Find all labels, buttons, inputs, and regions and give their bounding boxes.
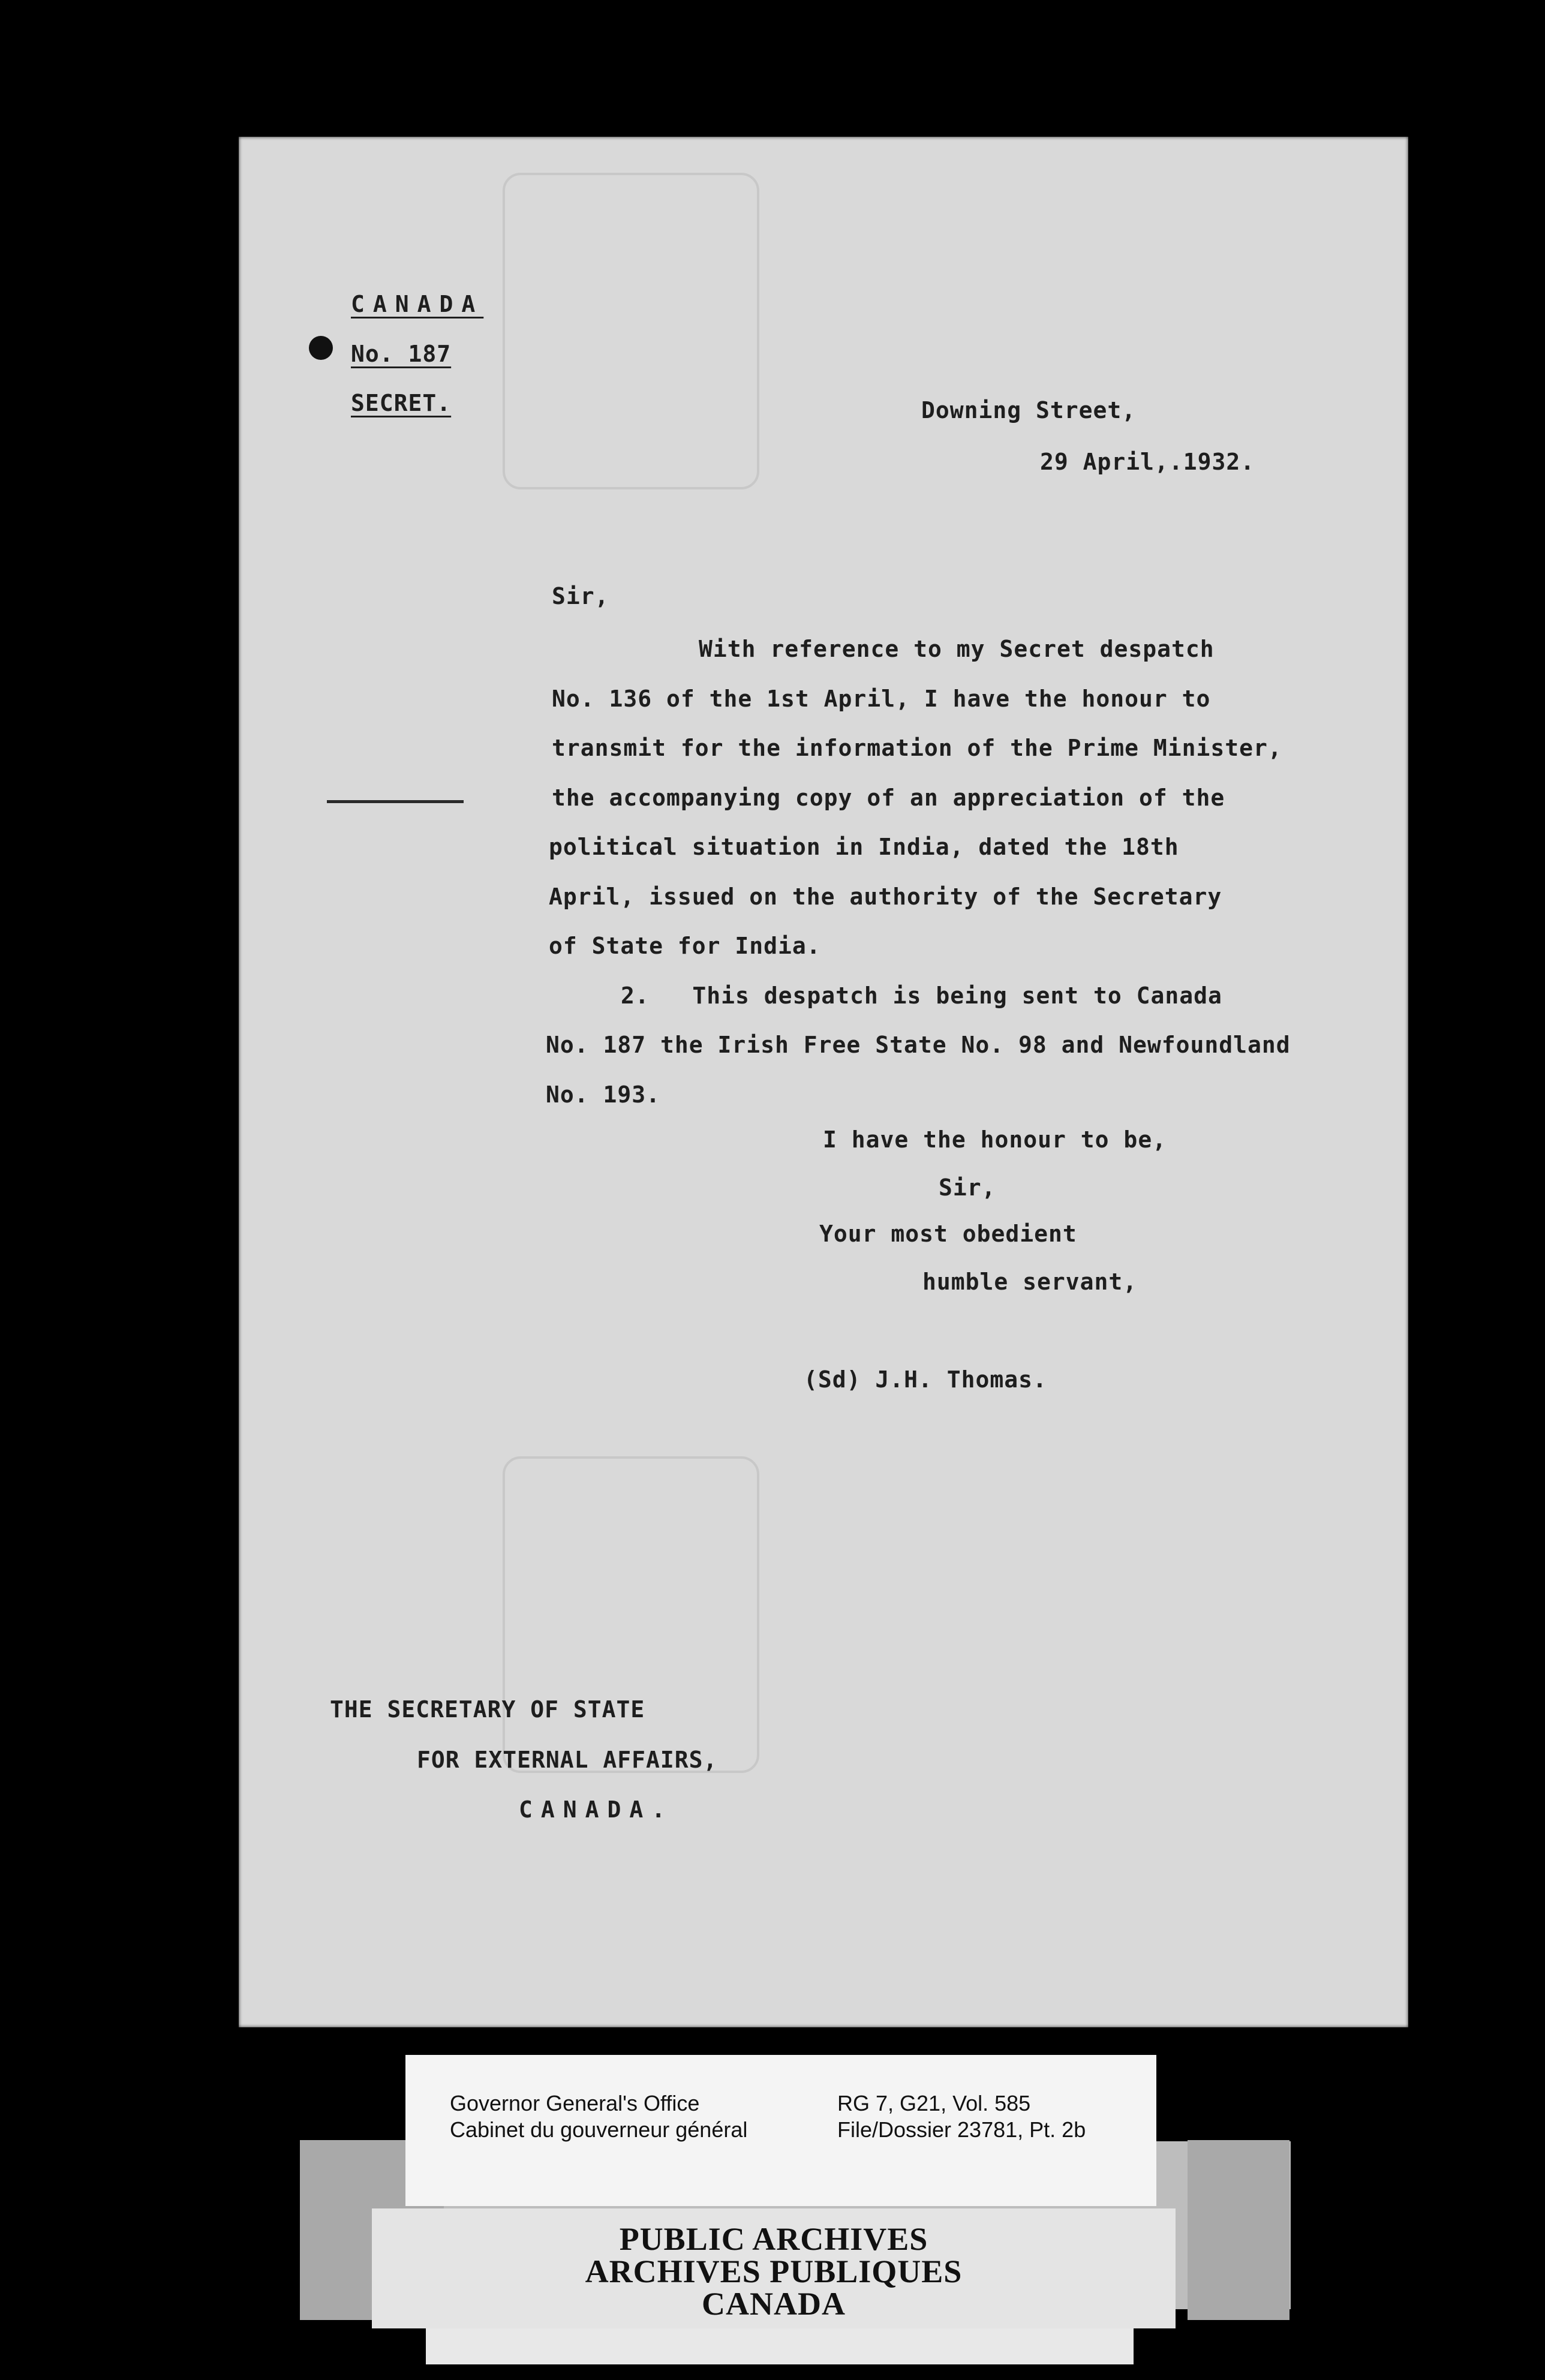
archive-stamp-line3: CANADA	[702, 2286, 846, 2322]
paragraph2-line: No. 193.	[546, 1081, 661, 1108]
margin-rule	[327, 800, 464, 803]
office-french: Cabinet du gouverneur général	[450, 2117, 748, 2142]
archive-stamp-line1: PUBLIC ARCHIVES	[619, 2221, 928, 2257]
addressee-line: FOR EXTERNAL AFFAIRS,	[417, 1747, 718, 1773]
paragraph1-line: April, issued on the authority of the Secretary	[549, 884, 1222, 910]
closing-line: Sir,	[939, 1174, 996, 1201]
archive-stamp-line2: ARCHIVES PUBLIQUES	[585, 2253, 963, 2289]
faded-stamp-bottom	[503, 1456, 759, 1773]
archive-reference-card	[405, 2055, 1156, 2206]
country-heading: CANADA	[351, 291, 484, 317]
paragraph1-line: political situation in India, dated the 18th	[549, 834, 1179, 860]
file-reference: File/Dossier 23781, Pt. 2b	[837, 2117, 1086, 2142]
archive-strip-bottom	[426, 2328, 1134, 2364]
paragraph2-line: 2. This despatch is being sent to Canada	[621, 982, 1222, 1009]
despatch-number: No. 187	[351, 341, 452, 367]
archive-stamp-band	[372, 2208, 1176, 2328]
classification: SECRET.	[351, 390, 452, 416]
closing-line: Your most obedient	[819, 1221, 1077, 1247]
salutation: Sir,	[552, 583, 609, 609]
letter-date: 29 April,.1932.	[1040, 449, 1255, 475]
paragraph1-line: No. 136 of the 1st April, I have the honour to	[552, 686, 1211, 712]
clamp-right-jaw	[1188, 2140, 1289, 2320]
closing-line: humble servant,	[922, 1269, 1138, 1295]
office-english: Governor General's Office	[450, 2091, 700, 2115]
paragraph1-line: With reference to my Secret despatch	[699, 636, 1215, 662]
faded-stamp-top	[503, 173, 759, 489]
punch-hole	[309, 336, 333, 360]
record-group-reference: RG 7, G21, Vol. 585	[837, 2091, 1031, 2115]
addressee-line: CANADA.	[519, 1796, 674, 1823]
paragraph2-line: No. 187 the Irish Free State No. 98 and Newfoundland	[546, 1032, 1291, 1058]
sender-address: Downing Street,	[921, 397, 1137, 423]
addressee-line: THE SECRETARY OF STATE	[330, 1696, 645, 1723]
signature: (Sd) J.H. Thomas.	[804, 1366, 1047, 1393]
closing-line: I have the honour to be,	[823, 1126, 1167, 1153]
document-page	[239, 137, 1408, 2027]
paragraph1-line: the accompanying copy of an appreciation of the	[552, 785, 1225, 811]
paragraph1-line: transmit for the information of the Prime Minister,	[552, 735, 1282, 761]
paragraph1-line: of State for India.	[549, 933, 821, 959]
